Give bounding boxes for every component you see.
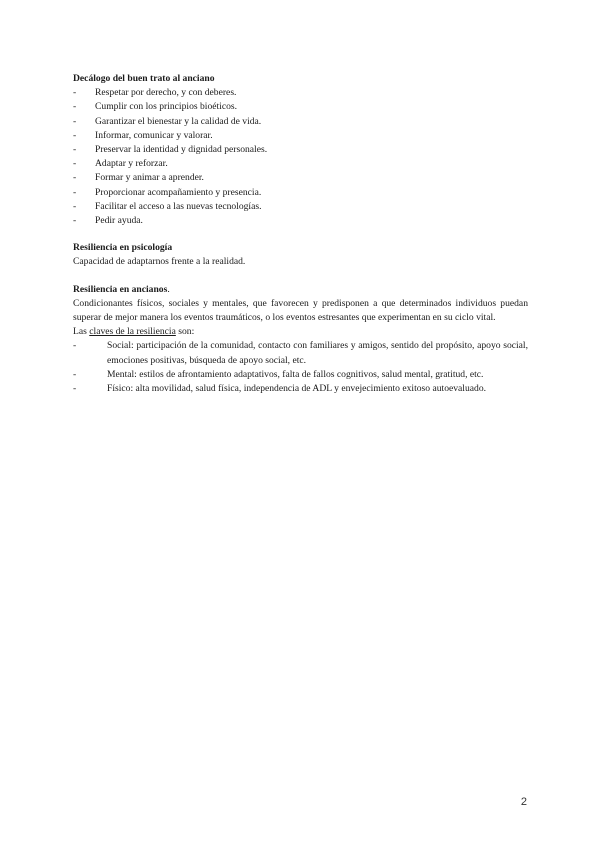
resiliencia-psicologia-section [73, 241, 528, 269]
claves-intro [73, 325, 528, 339]
claves-prefix: Las [73, 326, 90, 338]
list-item: - Adaptar y reforzar. [73, 157, 528, 171]
list-item: - Cumplir con los principios bioéticos. [73, 100, 528, 114]
decalogo-heading: Decálogo del buen trato al anciano [73, 73, 215, 84]
list-item: - Proporcionar acompañamiento y presencia. [73, 186, 528, 200]
heading-suffix: . [167, 283, 170, 295]
list-item: - Informar, comunicar y valorar. [73, 129, 528, 143]
page-content [73, 72, 528, 409]
list-item: - Preservar la identidad y dignidad personales. [73, 143, 528, 157]
resiliencia-psicologia-text: Capacidad de adaptarnos frente a la realidad. [73, 256, 246, 268]
page-number: 2 [520, 796, 527, 808]
claves-suffix: son: [175, 326, 195, 338]
list-item: - Formar y animar a aprender. [73, 171, 528, 185]
list-item: - Físico: alta movilidad, salud física, independencia de ADL y envejecimiento exitoso autoevaluado. [73, 382, 528, 396]
list-item: - Social: participación de la comunidad, contacto con familiares y amigos, sentido del propósito, apoyo social, emociones positivas, búsqueda de apoyo social, etc. [73, 339, 528, 367]
resiliencia-psicologia-heading: Resiliencia en psicología [73, 242, 173, 254]
list-item: - Garantizar el bienestar y la calidad de vida. [73, 115, 528, 129]
list-item: - Mental: estilos de afrontamiento adaptativos, falta de fallos cognitivos, salud mental, gratitud, etc. [73, 368, 528, 382]
resiliencia-ancianos-heading-line [73, 283, 528, 297]
list-item: - Facilitar el acceso a las nuevas tecnologías. [73, 200, 528, 214]
decalogo-section [73, 72, 528, 228]
resiliencia-ancianos-heading: Resiliencia en ancianos [73, 283, 168, 295]
claves-list [73, 339, 528, 396]
resiliencia-ancianos-text: Condicionantes físicos, sociales y mentales, que favorecen y predisponen a que determinados individuos puedan superar de mejor manera los eventos traumáticos, o los eventos estresantes que experimentan en su ciclo vital. [73, 297, 528, 324]
claves-link[interactable]: claves de la resiliencia [89, 326, 176, 338]
decalogo-list [73, 86, 528, 228]
list-item: - Pedir ayuda. [73, 214, 528, 228]
resiliencia-ancianos-section [73, 283, 528, 397]
list-item: - Respetar por derecho, y con deberes. [73, 86, 528, 100]
